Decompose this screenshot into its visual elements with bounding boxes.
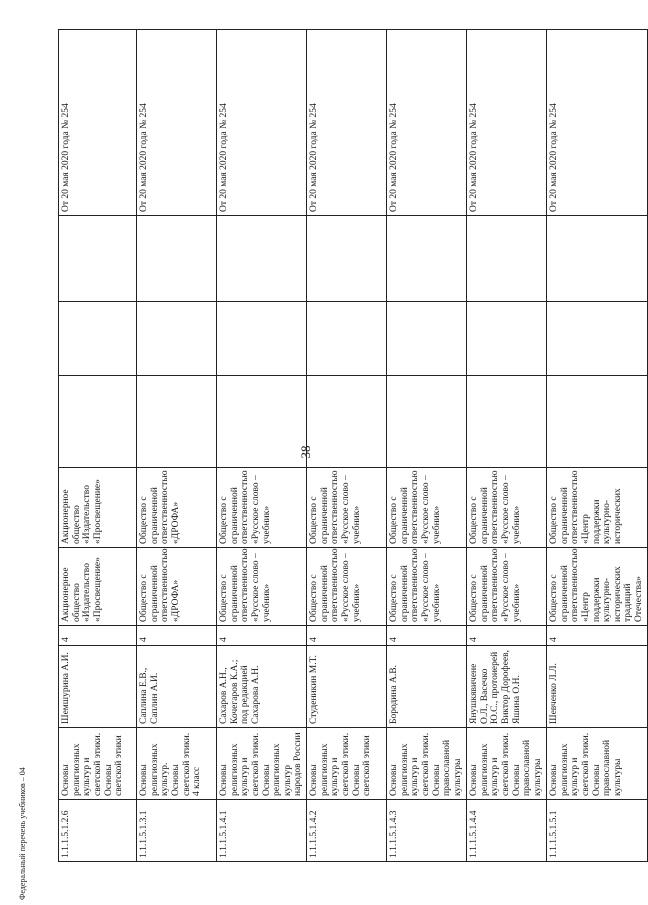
empty-cell xyxy=(467,216,547,302)
empty-cell xyxy=(547,376,648,468)
code-cell: 1.1.1.5.1.2.6 xyxy=(59,800,137,862)
grade-cell: 4 xyxy=(387,626,467,646)
empty-cell xyxy=(547,302,648,376)
authors-cell: Сахаров А.Н., Кочегаров К.А.; под редакцией Сахарова А.Н. xyxy=(217,646,307,728)
footer-text: Федеральный перечень учебников – 04 xyxy=(18,767,27,900)
approval-date-cell: От 20 мая 2020 года № 254 xyxy=(217,30,307,216)
authors-cell: Бородина А.В. xyxy=(387,646,467,728)
code-cell: 1.1.1.5.1.4.4 xyxy=(467,800,547,862)
publisher-cell: Общество с ограниченной ответственностью «Русское слово – учебник» xyxy=(467,548,547,626)
table-row xyxy=(467,30,547,862)
empty-cell xyxy=(137,376,217,468)
grade-cell: 4 xyxy=(467,626,547,646)
grade-cell: 4 xyxy=(59,626,137,646)
empty-cell xyxy=(217,302,307,376)
rights-holder-cell: Общество с ограниченной ответственностью «Центр поддержки культурно-исторических xyxy=(547,468,648,548)
approval-date-cell: От 20 мая 2020 года № 254 xyxy=(547,30,648,216)
table-row xyxy=(547,30,648,862)
empty-cell xyxy=(467,376,547,468)
empty-cell xyxy=(307,216,387,302)
empty-cell xyxy=(217,216,307,302)
code-cell: 1.1.1.5.1.5.1 xyxy=(547,800,648,862)
authors-cell: Янушкявичене О.Л., Васечко Ю.С., протоиерей Виктор Дорофеев, Яшина О.Н. xyxy=(467,646,547,728)
authors-cell: Саплина Е.В., Саплин А.И. xyxy=(137,646,217,728)
approval-date-cell: От 20 мая 2020 года № 254 xyxy=(467,30,547,216)
empty-cell xyxy=(217,376,307,468)
publisher-cell: Общество с ограниченной ответственностью «ДРОФА» xyxy=(137,548,217,626)
publisher-cell: Общество с ограниченной ответственностью «Центр поддержки культурно-исторических традиций Отечества» xyxy=(547,548,648,626)
approval-date-cell: От 20 мая 2020 года № 254 xyxy=(59,30,137,216)
rights-holder-cell: Общество с ограниченной ответственностью «ДРОФА» xyxy=(137,468,217,548)
page-number: 38 xyxy=(298,445,313,459)
title-cell: Основы религиозных культур и светской этики. Основы православной культуры xyxy=(467,728,547,800)
empty-cell xyxy=(137,216,217,302)
empty-cell xyxy=(387,302,467,376)
title-cell: Основы религиозных культур. Основы светской этики. 4 класс xyxy=(137,728,217,800)
empty-cell xyxy=(387,376,467,468)
grade-cell: 4 xyxy=(217,626,307,646)
code-cell: 1.1.1.5.1.4.2 xyxy=(307,800,387,862)
code-cell: 1.1.1.5.1.4.3 xyxy=(387,800,467,862)
table-row xyxy=(59,30,137,862)
empty-cell xyxy=(59,302,137,376)
table-row xyxy=(137,30,217,862)
empty-cell xyxy=(59,216,137,302)
empty-cell xyxy=(467,302,547,376)
publisher-cell: Общество с ограниченной ответственностью «Русское слово – учебник» xyxy=(217,548,307,626)
empty-cell xyxy=(59,376,137,468)
title-cell: Основы религиозных культур и светской этики. Основы светской этики xyxy=(59,728,137,800)
code-cell: 1.1.1.5.1.3.1 xyxy=(137,800,217,862)
empty-cell xyxy=(307,376,387,468)
rights-holder-cell: Общество с ограниченной ответственностью «Русское слово – учебник» xyxy=(217,468,307,548)
empty-cell xyxy=(307,302,387,376)
rights-holder-cell: Акционерное общество «Издательство «Просвещение» xyxy=(59,468,137,548)
empty-cell xyxy=(547,216,648,302)
rights-holder-cell: Общество с ограниченной ответственностью «Русское слово – учебник» xyxy=(387,468,467,548)
title-cell: Основы религиозных культур и светской этики. Основы православной культуры xyxy=(547,728,648,800)
approval-date-cell: От 20 мая 2020 года № 254 xyxy=(387,30,467,216)
approval-date-cell: От 20 мая 2020 года № 254 xyxy=(137,30,217,216)
table-row xyxy=(307,30,387,862)
authors-cell: Шевченко Л.Л. xyxy=(547,646,648,728)
title-cell: Основы религиозных культур и светской этики. Основы светской этики xyxy=(307,728,387,800)
grade-cell: 4 xyxy=(137,626,217,646)
publisher-cell: Акционерное общество «Издательство «Просвещение» xyxy=(59,548,137,626)
table-row xyxy=(217,30,307,862)
publisher-cell: Общество с ограниченной ответственностью «Русское слово – учебник» xyxy=(307,548,387,626)
grade-cell: 4 xyxy=(307,626,387,646)
title-cell: Основы религиозных культур и светской этики. Основы православной культуры xyxy=(387,728,467,800)
code-cell: 1.1.1.5.1.4.1 xyxy=(217,800,307,862)
empty-cell xyxy=(137,302,217,376)
textbook-list-table xyxy=(58,29,648,862)
table-row xyxy=(387,30,467,862)
grade-cell: 4 xyxy=(547,626,648,646)
rights-holder-cell: Общество с ограниченной ответственностью «Русское слово – учебник» xyxy=(467,468,547,548)
publisher-cell: Общество с ограниченной ответственностью «Русское слово – учебник» xyxy=(387,548,467,626)
title-cell: Основы религиозных культур и светской этики. Основы религиозных культур народов России xyxy=(217,728,307,800)
approval-date-cell: От 20 мая 2020 года № 254 xyxy=(307,30,387,216)
document-table-area xyxy=(58,30,644,862)
rights-holder-cell: Общество с ограниченной ответственностью «Русское слово – учебник» xyxy=(307,468,387,548)
table-body xyxy=(59,30,648,862)
authors-cell: Студеникин М.Т. xyxy=(307,646,387,728)
empty-cell xyxy=(387,216,467,302)
authors-cell: Шемшурина А.И. xyxy=(59,646,137,728)
